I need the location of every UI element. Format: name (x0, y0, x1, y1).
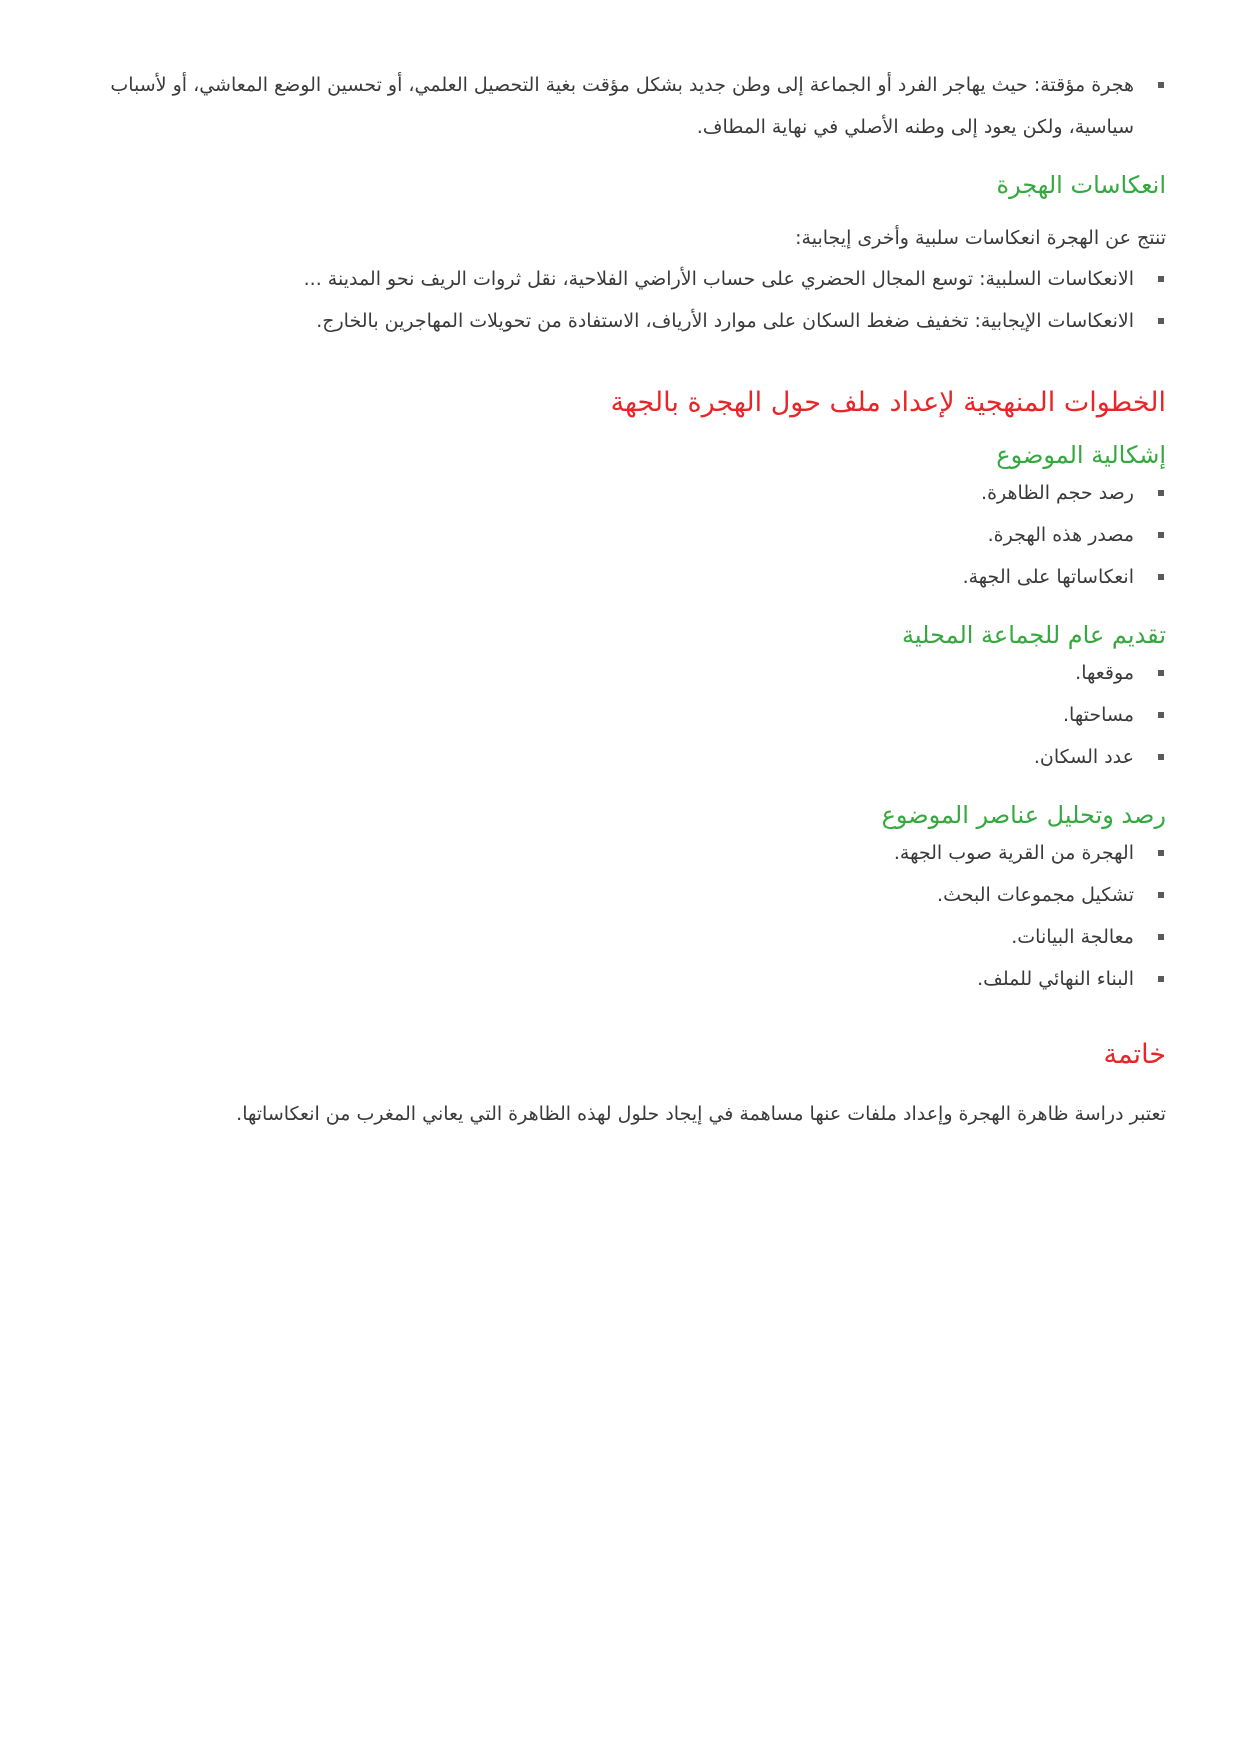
square-bullet-icon (1158, 754, 1164, 760)
list-item-text: الانعكاسات الإيجابية: تخفيف ضغط السكان على موارد الأرياف، الاستفادة من تحويلات المهاجرين بالخارج. (316, 310, 1134, 332)
square-bullet-icon (1158, 892, 1164, 898)
problem-list (110, 472, 1166, 598)
list-item-text: معالجة البيانات. (1011, 926, 1134, 948)
list-item-text: انعكاساتها على الجهة. (962, 566, 1134, 588)
effects-list (110, 258, 1166, 342)
temporary-migration-list (110, 64, 1166, 148)
conclusion-heading: خاتمة (1103, 1039, 1166, 1070)
square-bullet-icon (1158, 82, 1164, 88)
square-bullet-icon (1158, 976, 1164, 982)
list-item-text: مساحتها. (1063, 704, 1134, 726)
list-item (110, 300, 1166, 342)
list-item (110, 958, 1166, 1000)
list-item (110, 258, 1166, 300)
square-bullet-icon (1158, 318, 1164, 324)
list-item (110, 874, 1166, 916)
square-bullet-icon (1158, 490, 1164, 496)
list-item (110, 652, 1166, 694)
list-item (110, 556, 1166, 598)
conclusion-text: تعتبر دراسة ظاهرة الهجرة وإعداد ملفات عنها مساهمة في إيجاد حلول لهذه الظاهرة التي يعاني المغرب من انعكاساتها. (236, 1103, 1166, 1125)
square-bullet-icon (1158, 850, 1164, 856)
method-heading: الخطوات المنهجية لإعداد ملف حول الهجرة بالجهة (610, 387, 1166, 418)
list-item-text: هجرة مؤقتة: حيث يهاجر الفرد أو الجماعة إلى وطن جديد بشكل مؤقت بغية التحصيل العلمي، أو تحسين الوضع المعاشي، أو لأسباب سياسية، ولكن يعود إلى وطنه الأصلي في نهاية المطاف. (110, 74, 1134, 138)
list-item (110, 832, 1166, 874)
analysis-list (110, 832, 1166, 1000)
square-bullet-icon (1158, 934, 1164, 940)
analysis-heading: رصد وتحليل عناصر الموضوع (881, 801, 1166, 829)
list-item-text: البناء النهائي للملف. (977, 968, 1134, 990)
list-item-text: موقعها. (1075, 662, 1134, 684)
list-item (110, 64, 1166, 148)
list-item (110, 514, 1166, 556)
list-item-text: الهجرة من القرية صوب الجهة. (893, 842, 1134, 864)
square-bullet-icon (1158, 712, 1164, 718)
list-item (110, 736, 1166, 778)
list-item (110, 472, 1166, 514)
list-item-text: عدد السكان. (1033, 746, 1134, 768)
list-item (110, 694, 1166, 736)
effects-intro: تنتج عن الهجرة انعكاسات سلبية وأخرى إيجابية: (795, 227, 1166, 249)
community-heading: تقديم عام للجماعة المحلية (902, 621, 1166, 649)
list-item-text: تشكيل مجموعات البحث. (937, 884, 1134, 906)
community-list (110, 652, 1166, 778)
square-bullet-icon (1158, 670, 1164, 676)
effects-heading: انعكاسات الهجرة (996, 171, 1166, 199)
list-item (110, 916, 1166, 958)
square-bullet-icon (1158, 574, 1164, 580)
problem-heading: إشكالية الموضوع (996, 441, 1166, 469)
list-item-text: مصدر هذه الهجرة. (987, 524, 1134, 546)
square-bullet-icon (1158, 532, 1164, 538)
list-item-text: رصد حجم الظاهرة. (981, 482, 1134, 504)
square-bullet-icon (1158, 276, 1164, 282)
list-item-text: الانعكاسات السلبية: توسع المجال الحضري على حساب الأراضي الفلاحية، نقل ثروات الريف نحو المدينة ... (303, 268, 1134, 290)
